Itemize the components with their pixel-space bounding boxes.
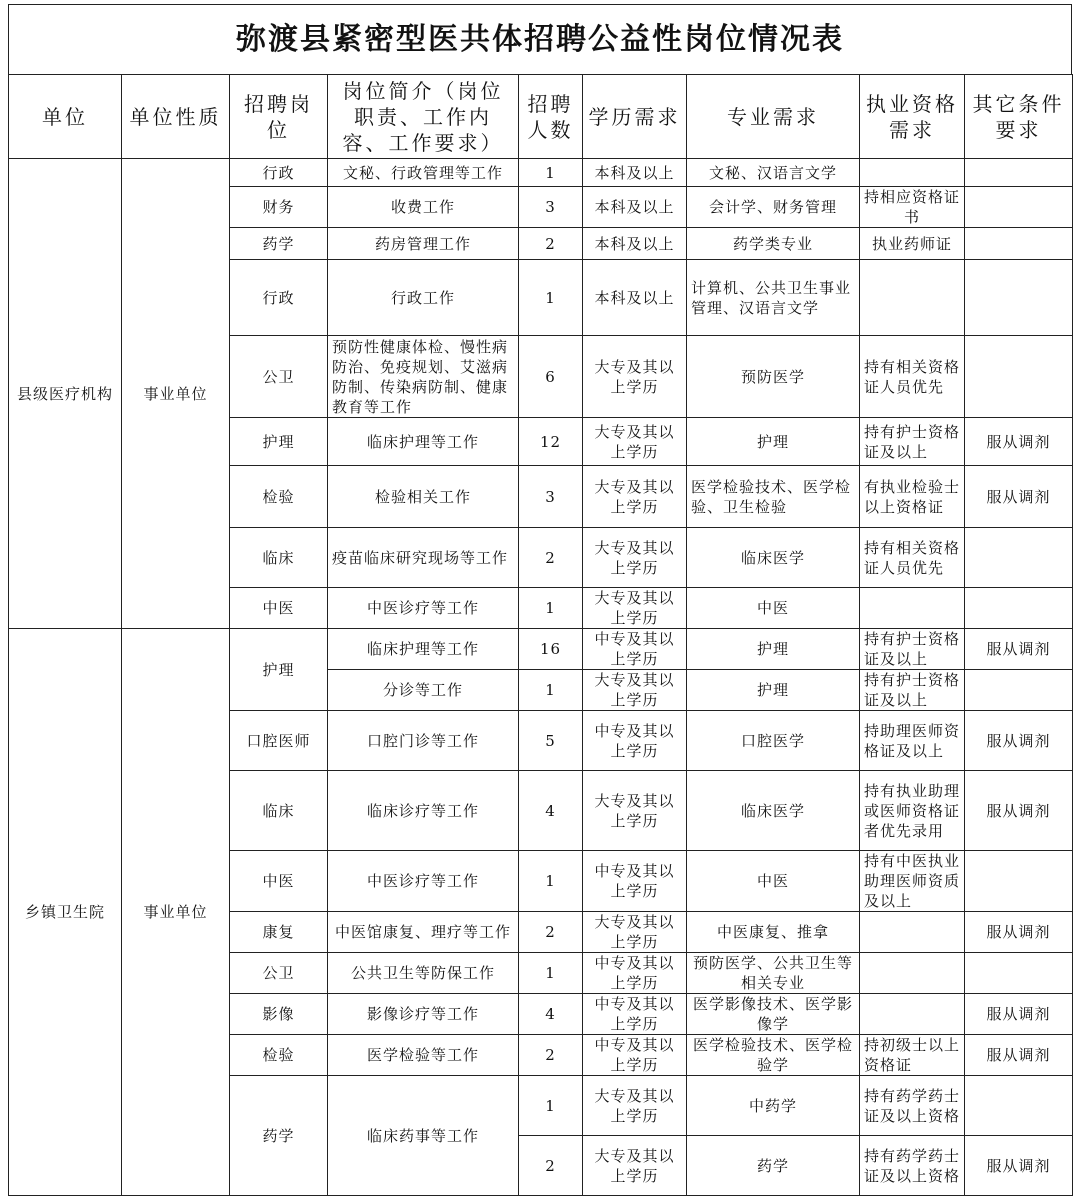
cell-desc: 公共卫生等防保工作 [328, 953, 519, 994]
cell-post: 财务 [230, 187, 328, 228]
cell-post: 行政 [230, 159, 328, 187]
cell-desc: 行政工作 [328, 260, 519, 336]
cell-post: 中医 [230, 588, 328, 629]
cell-unit: 县级医疗机构 [9, 159, 122, 629]
cell-count: 1 [519, 1076, 583, 1136]
cell-nature: 事业单位 [122, 159, 230, 629]
cell-other [965, 260, 1073, 336]
cell-desc: 影像诊疗等工作 [328, 994, 519, 1035]
cell-major: 药学类专业 [687, 228, 860, 260]
cell-edu: 大专及其以上学历 [583, 1136, 687, 1196]
cell-edu: 大专及其以上学历 [583, 771, 687, 851]
cell-desc: 收费工作 [328, 187, 519, 228]
cell-major: 计算机、公共卫生事业管理、汉语言文学 [687, 260, 860, 336]
cell-cert [860, 588, 965, 629]
cell-count: 3 [519, 187, 583, 228]
cell-count: 2 [519, 1136, 583, 1196]
cell-major: 护理 [687, 629, 860, 670]
cell-other: 服从调剂 [965, 629, 1073, 670]
header-row [9, 75, 1073, 159]
header-other: 其它条件要求 [965, 75, 1073, 159]
cell-desc: 药房管理工作 [328, 228, 519, 260]
cell-desc: 疫苗临床研究现场等工作 [328, 528, 519, 588]
cell-other: 服从调剂 [965, 1136, 1073, 1196]
cell-major: 中医 [687, 851, 860, 912]
cell-edu: 中专及其以上学历 [583, 629, 687, 670]
header-count: 招聘人数 [519, 75, 583, 159]
cell-count: 2 [519, 228, 583, 260]
cell-post: 护理 [230, 418, 328, 466]
cell-post: 药学 [230, 1076, 328, 1196]
cell-edu: 大专及其以上学历 [583, 912, 687, 953]
cell-post: 检验 [230, 1035, 328, 1076]
cell-major: 医学检验技术、医学检验学 [687, 1035, 860, 1076]
cell-cert: 持有相关资格证人员优先 [860, 528, 965, 588]
cell-other [965, 851, 1073, 912]
cell-post: 影像 [230, 994, 328, 1035]
cell-edu: 大专及其以上学历 [583, 466, 687, 528]
cell-count: 3 [519, 466, 583, 528]
cell-other [965, 228, 1073, 260]
cell-count: 6 [519, 336, 583, 418]
cell-cert: 持初级士以上资格证 [860, 1035, 965, 1076]
cell-major: 中医康复、推拿 [687, 912, 860, 953]
cell-other [965, 1076, 1073, 1136]
cell-desc: 临床药事等工作 [328, 1076, 519, 1196]
cell-other: 服从调剂 [965, 1035, 1073, 1076]
cell-post: 临床 [230, 771, 328, 851]
cell-cert [860, 953, 965, 994]
cell-edu: 中专及其以上学历 [583, 1035, 687, 1076]
cell-other: 服从调剂 [965, 912, 1073, 953]
header-edu: 学历需求 [583, 75, 687, 159]
cell-desc: 中医诊疗等工作 [328, 588, 519, 629]
cell-post: 药学 [230, 228, 328, 260]
cell-post: 行政 [230, 260, 328, 336]
cell-edu: 中专及其以上学历 [583, 711, 687, 771]
cell-desc: 文秘、行政管理等工作 [328, 159, 519, 187]
cell-edu: 大专及其以上学历 [583, 588, 687, 629]
cell-post: 口腔医师 [230, 711, 328, 771]
cell-major: 医学影像技术、医学影像学 [687, 994, 860, 1035]
cell-desc: 医学检验等工作 [328, 1035, 519, 1076]
table-row [9, 629, 1073, 670]
cell-edu: 大专及其以上学历 [583, 336, 687, 418]
cell-other: 服从调剂 [965, 711, 1073, 771]
cell-cert: 持有护士资格证及以上 [860, 418, 965, 466]
cell-count: 1 [519, 260, 583, 336]
cell-desc: 临床护理等工作 [328, 418, 519, 466]
cell-cert: 持有执业助理或医师资格证者优先录用 [860, 771, 965, 851]
cell-other [965, 159, 1073, 187]
cell-edu: 本科及以上 [583, 260, 687, 336]
cell-other: 服从调剂 [965, 418, 1073, 466]
cell-count: 2 [519, 912, 583, 953]
cell-edu: 大专及其以上学历 [583, 1076, 687, 1136]
cell-count: 4 [519, 771, 583, 851]
cell-major: 中医 [687, 588, 860, 629]
cell-cert: 持有中医执业助理医师资质及以上 [860, 851, 965, 912]
cell-count: 4 [519, 994, 583, 1035]
cell-post: 公卫 [230, 336, 328, 418]
cell-edu: 大专及其以上学历 [583, 418, 687, 466]
cell-cert: 持有药学药士证及以上资格 [860, 1136, 965, 1196]
cell-cert: 持有护士资格证及以上 [860, 670, 965, 711]
cell-major: 中药学 [687, 1076, 860, 1136]
recruitment-sheet [8, 4, 1072, 1196]
cell-cert: 持相应资格证书 [860, 187, 965, 228]
cell-count: 1 [519, 670, 583, 711]
cell-other: 服从调剂 [965, 771, 1073, 851]
cell-other [965, 187, 1073, 228]
cell-major: 护理 [687, 670, 860, 711]
cell-cert [860, 912, 965, 953]
cell-cert: 有执业检验士以上资格证 [860, 466, 965, 528]
recruitment-table [8, 74, 1073, 1196]
header-unit: 单位 [9, 75, 122, 159]
cell-major: 护理 [687, 418, 860, 466]
cell-count: 5 [519, 711, 583, 771]
cell-major: 临床医学 [687, 528, 860, 588]
cell-edu: 本科及以上 [583, 159, 687, 187]
cell-cert: 持有护士资格证及以上 [860, 629, 965, 670]
cell-cert: 执业药师证 [860, 228, 965, 260]
cell-edu: 本科及以上 [583, 187, 687, 228]
cell-other [965, 588, 1073, 629]
cell-major: 文秘、汉语言文学 [687, 159, 860, 187]
cell-desc: 口腔门诊等工作 [328, 711, 519, 771]
cell-count: 12 [519, 418, 583, 466]
cell-nature: 事业单位 [122, 629, 230, 1196]
cell-count: 16 [519, 629, 583, 670]
cell-post: 康复 [230, 912, 328, 953]
cell-post: 临床 [230, 528, 328, 588]
cell-cert [860, 159, 965, 187]
cell-cert: 持有相关资格证人员优先 [860, 336, 965, 418]
cell-count: 1 [519, 851, 583, 912]
cell-edu: 中专及其以上学历 [583, 994, 687, 1035]
page-title: 弥渡县紧密型医共体招聘公益性岗位情况表 [8, 4, 1072, 74]
cell-post: 公卫 [230, 953, 328, 994]
cell-other [965, 336, 1073, 418]
cell-count: 1 [519, 953, 583, 994]
cell-major: 预防医学、公共卫生等相关专业 [687, 953, 860, 994]
cell-major: 预防医学 [687, 336, 860, 418]
cell-major: 临床医学 [687, 771, 860, 851]
cell-desc: 中医馆康复、理疗等工作 [328, 912, 519, 953]
cell-major: 药学 [687, 1136, 860, 1196]
cell-major: 医学检验技术、医学检验、卫生检验 [687, 466, 860, 528]
cell-post: 护理 [230, 629, 328, 711]
header-nature: 单位性质 [122, 75, 230, 159]
cell-desc: 临床护理等工作 [328, 629, 519, 670]
cell-edu: 本科及以上 [583, 228, 687, 260]
header-cert: 执业资格需求 [860, 75, 965, 159]
header-desc: 岗位简介（岗位职责、工作内容、工作要求） [328, 75, 519, 159]
cell-desc: 临床诊疗等工作 [328, 771, 519, 851]
cell-other [965, 528, 1073, 588]
cell-cert: 持有药学药士证及以上资格 [860, 1076, 965, 1136]
cell-cert: 持助理医师资格证及以上 [860, 711, 965, 771]
cell-count: 1 [519, 159, 583, 187]
cell-count: 1 [519, 588, 583, 629]
cell-post: 检验 [230, 466, 328, 528]
cell-other: 服从调剂 [965, 994, 1073, 1035]
cell-desc: 预防性健康体检、慢性病防治、免疫规划、艾滋病防制、传染病防制、健康教育等工作 [328, 336, 519, 418]
cell-desc: 检验相关工作 [328, 466, 519, 528]
cell-other [965, 670, 1073, 711]
cell-other [965, 953, 1073, 994]
cell-edu: 中专及其以上学历 [583, 953, 687, 994]
cell-count: 2 [519, 1035, 583, 1076]
cell-major: 会计学、财务管理 [687, 187, 860, 228]
cell-cert [860, 994, 965, 1035]
cell-unit: 乡镇卫生院 [9, 629, 122, 1196]
cell-desc: 中医诊疗等工作 [328, 851, 519, 912]
cell-edu: 大专及其以上学历 [583, 670, 687, 711]
header-major: 专业需求 [687, 75, 860, 159]
cell-count: 2 [519, 528, 583, 588]
cell-cert [860, 260, 965, 336]
cell-desc: 分诊等工作 [328, 670, 519, 711]
header-post: 招聘岗位 [230, 75, 328, 159]
cell-edu: 大专及其以上学历 [583, 528, 687, 588]
cell-edu: 中专及其以上学历 [583, 851, 687, 912]
cell-major: 口腔医学 [687, 711, 860, 771]
cell-other: 服从调剂 [965, 466, 1073, 528]
table-row [9, 159, 1073, 187]
cell-post: 中医 [230, 851, 328, 912]
